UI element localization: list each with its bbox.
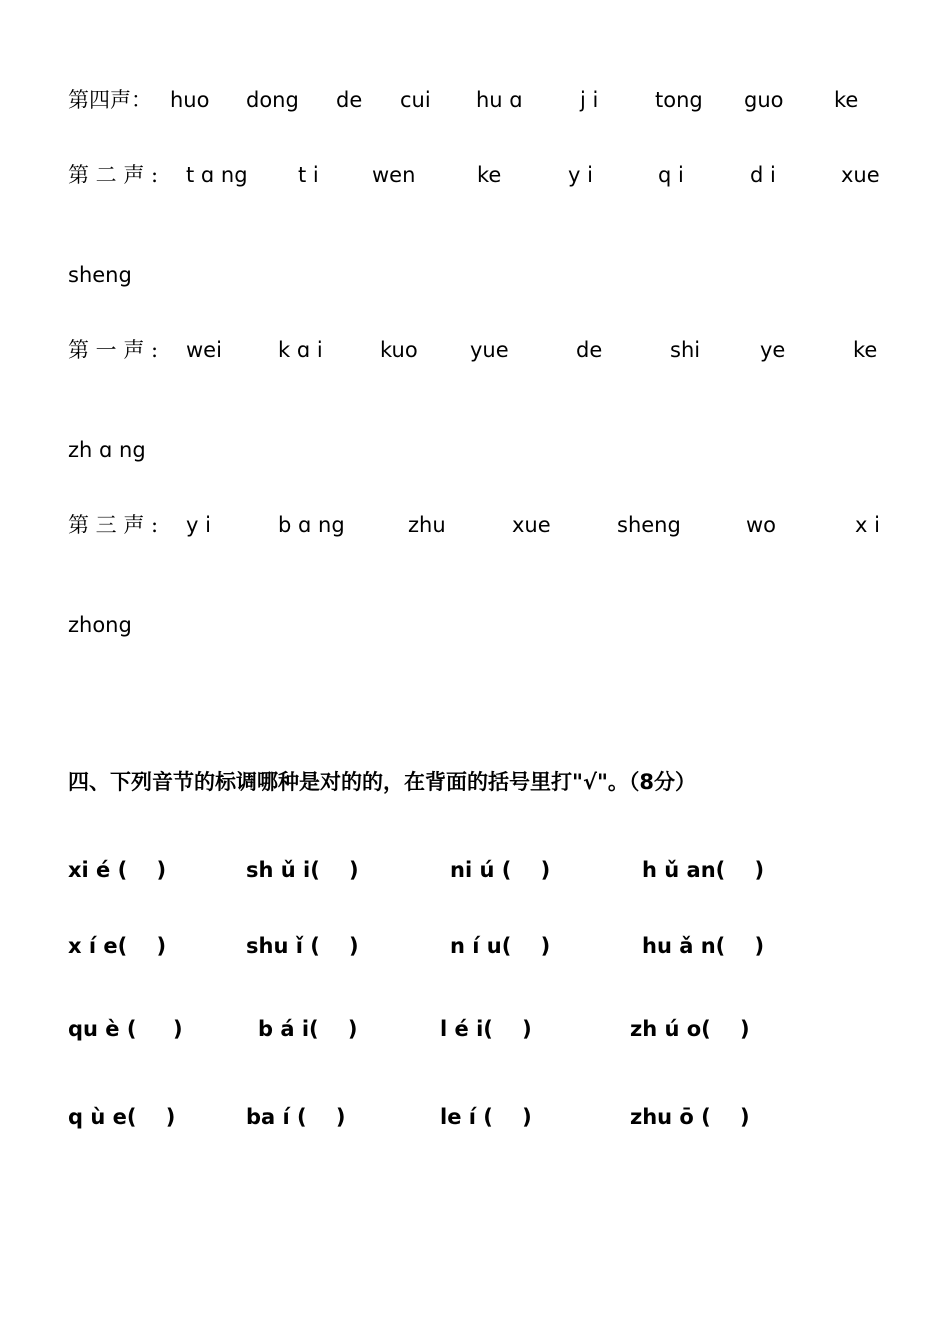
tone-row-4 [0,80,950,120]
pinyin-word: q i [658,163,684,187]
pinyin-word: xue [841,163,880,187]
pinyin-word: de [336,88,363,112]
tone-label: 第 一 声 : [68,338,159,362]
pinyin-word: wo [746,513,777,537]
tone-label: 第 三 声 : [68,513,159,537]
option-row-3 [0,1009,950,1049]
pinyin-word: ke [834,88,859,112]
pinyin-word: zh ɑ ng [68,438,146,462]
pinyin-word: zhong [68,613,132,637]
pinyin-word: zhu [408,513,446,537]
pinyin-word: huo [170,88,210,112]
tone-option: ba í ( ) [246,1105,346,1129]
pinyin-word: xue [512,513,551,537]
section-4-title: 四、下列音节的标调哪种是对的的，在背面的括号里打"√"。（8分） [68,770,696,794]
pinyin-word: wei [186,338,222,362]
pinyin-word: shi [670,338,701,362]
option-row-4 [0,1097,950,1137]
pinyin-word: de [576,338,603,362]
tone-option: l é i( ) [440,1017,532,1041]
pinyin-word: ye [760,338,786,362]
pinyin-word: x i [855,513,880,537]
pinyin-word: tong [655,88,703,112]
pinyin-word: kuo [380,338,418,362]
tone-label: 第四声： [68,88,152,112]
tone-option: sh ǔ i( ) [246,858,359,882]
pinyin-word: b ɑ ng [278,513,345,537]
pinyin-word: wen [372,163,416,187]
tone-option: ni ú ( ) [450,858,551,882]
pinyin-word: guo [744,88,784,112]
tone-row-1-wrap [0,430,950,470]
pinyin-word: t ɑ ng [186,163,248,187]
pinyin-word: ke [853,338,878,362]
option-row-2 [0,926,950,966]
tone-option: n í u( ) [450,934,551,958]
pinyin-word: j i [580,88,599,112]
pinyin-word: ke [477,163,502,187]
tone-row-2-wrap [0,255,950,295]
tone-option: le í ( ) [440,1105,532,1129]
pinyin-word: yue [470,338,509,362]
pinyin-word: sheng [617,513,681,537]
pinyin-word: y i [186,513,211,537]
tone-option: hu ǎ n( ) [642,934,765,958]
tone-row-3 [0,505,950,545]
tone-option: zh ú o( ) [630,1017,750,1041]
pinyin-word: dong [246,88,299,112]
pinyin-word: d i [750,163,776,187]
tone-option: q ù e( ) [68,1105,176,1129]
pinyin-word: t i [298,163,319,187]
tone-option: h ǔ an( ) [642,858,765,882]
pinyin-word: y i [568,163,593,187]
tone-option: zhu ō ( ) [630,1105,750,1129]
pinyin-word: k ɑ i [278,338,323,362]
tone-row-2 [0,155,950,195]
pinyin-word: cui [400,88,431,112]
tone-option: qu è ( ) [68,1017,183,1041]
pinyin-word: hu ɑ [476,88,523,112]
tone-row-1 [0,330,950,370]
pinyin-word: sheng [68,263,132,287]
tone-option: xi é ( ) [68,858,167,882]
tone-row-3-wrap [0,605,950,645]
tone-option: b á i( ) [258,1017,358,1041]
tone-option: x í e( ) [68,934,167,958]
tone-label: 第 二 声 : [68,163,159,187]
tone-option: shu ǐ ( ) [246,934,359,958]
option-row-1 [0,850,950,890]
